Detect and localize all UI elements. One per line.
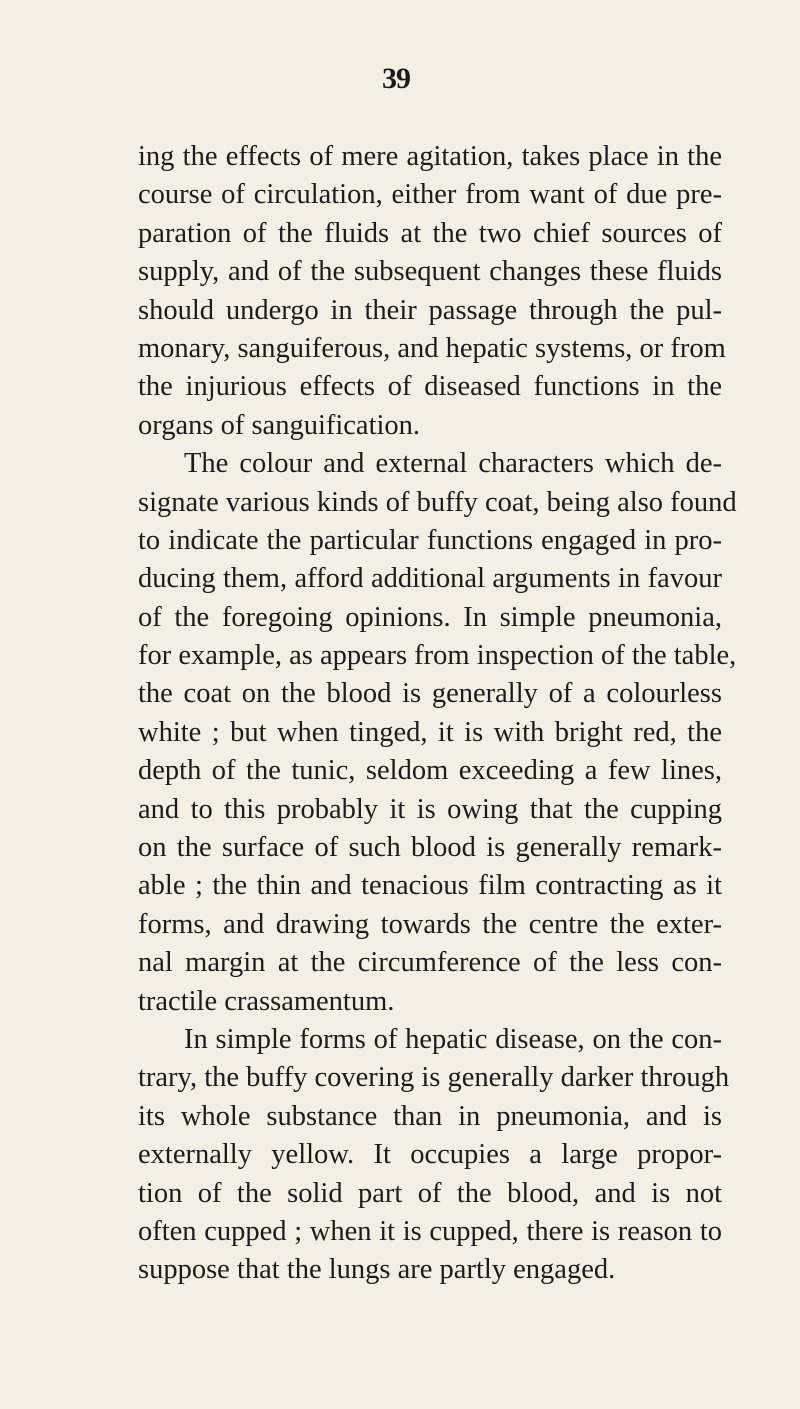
text-line: should undergo in their passage through the pul-	[138, 294, 722, 326]
page-number: 39	[382, 62, 410, 95]
text-line: and to this probably it is owing that the cupping	[138, 793, 722, 825]
text-line: externally yellow. It occupies a large propor-	[138, 1139, 722, 1171]
text-line: depth of the tunic, seldom exceeding a few lines,	[138, 755, 722, 787]
text-line: the coat on the blood is generally of a colourless	[138, 678, 722, 710]
text-line: tractile crassamentum.	[138, 985, 395, 1017]
text-line: In simple forms of hepatic disease, on the con-	[184, 1023, 722, 1055]
text-line: white ; but when tinged, it is with bright red, the	[138, 716, 722, 748]
text-line: on the surface of such blood is generally remark-	[138, 832, 722, 864]
text-line: The colour and external characters which de-	[184, 448, 722, 480]
text-line: often cupped ; when it is cupped, there is reason to	[138, 1215, 722, 1247]
text-line: supply, and of the subsequent changes these fluids	[138, 256, 722, 288]
text-line: course of circulation, either from want of due pre-	[138, 179, 722, 211]
text-line: signate various kinds of buffy coat, being also found	[138, 486, 737, 518]
text-line: suppose that the lungs are partly engaged.	[138, 1254, 616, 1286]
text-line: for example, as appears from inspection of the table,	[138, 640, 737, 672]
text-line: ing the effects of mere agitation, takes place in the	[138, 141, 722, 172]
text-line: paration of the fluids at the two chief sources of	[138, 217, 722, 249]
text-line: able ; the thin and tenacious film contracting as it	[138, 870, 722, 902]
text-line: of the foregoing opinions. In simple pneumonia,	[138, 601, 722, 633]
text-line: monary, sanguiferous, and hepatic systems, or from	[138, 332, 726, 364]
text-line: organs of sanguification.	[138, 409, 421, 441]
text-line: tion of the solid part of the blood, and is not	[138, 1177, 722, 1209]
text-line: ducing them, afford additional arguments in favour	[138, 563, 722, 595]
text-line: nal margin at the circumference of the less con-	[138, 947, 722, 979]
text-line: trary, the buffy covering is generally darker through	[138, 1062, 730, 1094]
text-line: forms, and drawing towards the centre the exter-	[138, 908, 722, 940]
body-text	[138, 138, 737, 1290]
text-line: to indicate the particular functions engaged in pro-	[138, 524, 722, 556]
text-line: the injurious effects of diseased functions in the	[138, 371, 722, 403]
text-line: its whole substance than in pneumonia, and is	[138, 1100, 722, 1132]
